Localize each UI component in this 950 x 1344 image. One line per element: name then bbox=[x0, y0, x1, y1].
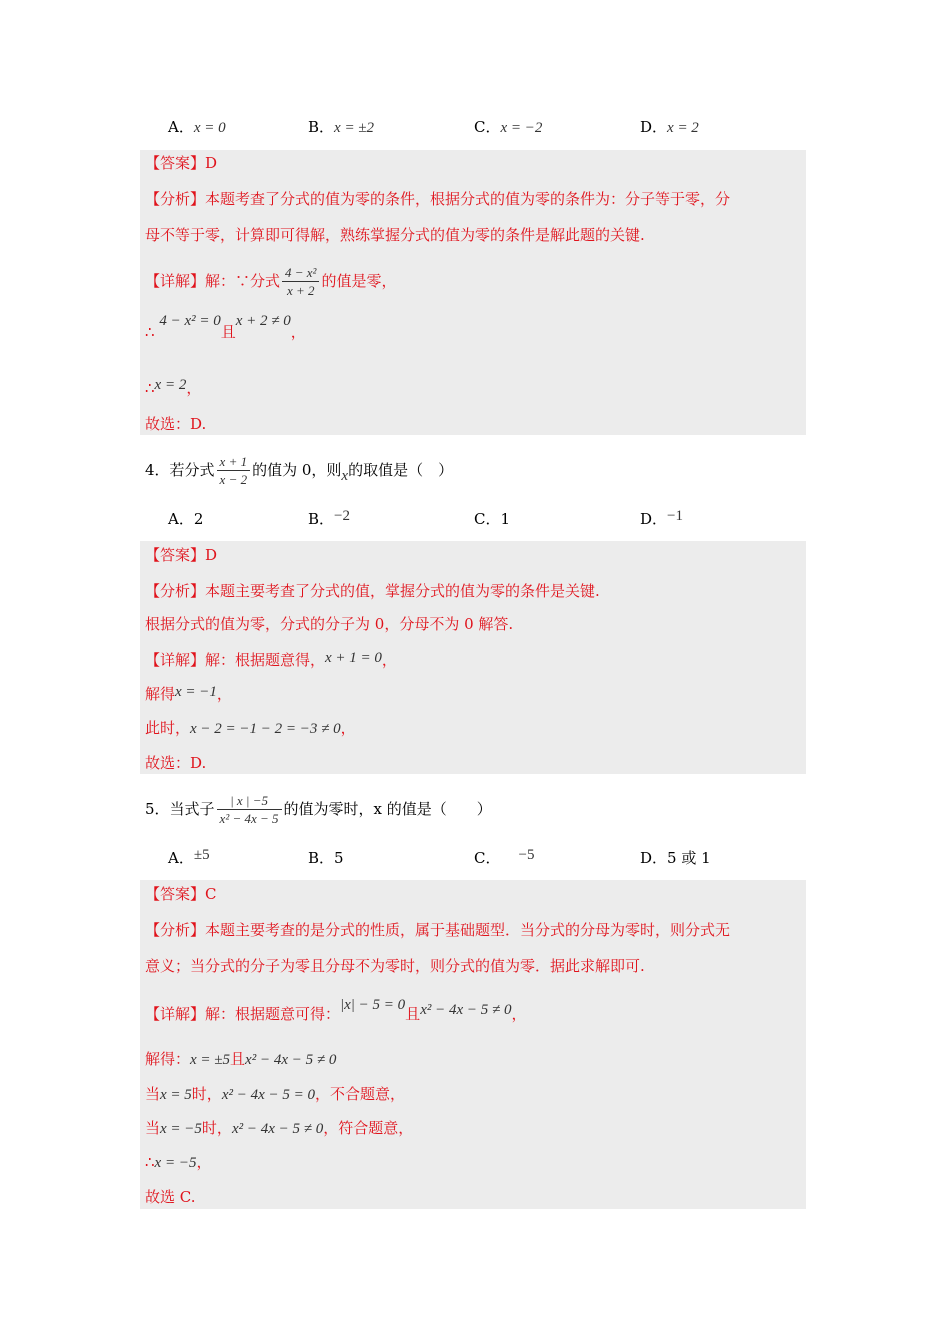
punct: ， bbox=[290, 323, 306, 341]
option-letter: A． bbox=[168, 118, 194, 136]
step-math: x = −1 bbox=[175, 684, 217, 700]
q3-step-1 bbox=[145, 313, 306, 343]
option-letter: A． bbox=[168, 849, 194, 867]
option-math: ±5 bbox=[193, 847, 210, 863]
q5-option-c bbox=[474, 848, 534, 869]
detail-suffix: 的值是零， bbox=[321, 272, 397, 290]
fraction-denominator: x² − 4x − 5 bbox=[219, 810, 279, 826]
q3-option-d bbox=[640, 117, 699, 138]
option-math: 2 bbox=[193, 510, 204, 528]
option-letter: D． bbox=[640, 849, 668, 867]
stem-prefix: 5．当式子 bbox=[145, 800, 215, 818]
q4-choose: 故选：D. bbox=[145, 754, 207, 772]
step-math: x − 2 = −1 − 2 = −3 ≠ 0 bbox=[190, 721, 341, 737]
therefore-symbol: ∴ bbox=[145, 1153, 155, 1171]
q3-detail-line bbox=[145, 261, 396, 301]
fraction-denominator: x − 2 bbox=[219, 471, 248, 487]
fraction-numerator: | x | −5 bbox=[217, 792, 282, 810]
step-prefix: 解得： bbox=[145, 1050, 191, 1068]
step-mid: 时， bbox=[201, 1119, 232, 1137]
q5-option-b bbox=[308, 848, 344, 868]
detail-prefix: 【详解】解：根据题意可得： bbox=[145, 1005, 341, 1023]
q5-stem-fraction bbox=[217, 792, 282, 827]
fraction-denominator: x + 2 bbox=[286, 282, 315, 298]
detail-math: x + 1 = 0 bbox=[325, 650, 382, 666]
detail-prefix: 【详解】解：∵分式 bbox=[145, 272, 281, 290]
punct: ， bbox=[511, 1005, 527, 1023]
option-math: x = 2 bbox=[667, 120, 699, 136]
q3-option-a bbox=[168, 117, 226, 138]
step-math: x² − 4x − 5 ≠ 0 bbox=[231, 1121, 324, 1137]
option-letter: B． bbox=[308, 118, 335, 136]
punct: ， bbox=[216, 685, 232, 703]
punct: ， bbox=[186, 379, 202, 397]
option-math: −1 bbox=[667, 508, 683, 524]
stem-variable: x bbox=[341, 468, 349, 484]
detail-math: x² − 4x − 5 ≠ 0 bbox=[420, 1002, 512, 1018]
and-word: 且 bbox=[405, 1005, 421, 1023]
option-math: −5 bbox=[518, 847, 535, 863]
q5-step-1 bbox=[145, 1049, 336, 1070]
option-math: 5 或 1 bbox=[667, 849, 711, 867]
q4-stem bbox=[145, 450, 453, 490]
step-prefix: 当 bbox=[145, 1085, 161, 1103]
step-math: x² − 4x − 5 ≠ 0 bbox=[245, 1052, 337, 1068]
q4-analysis-line-1: 【分析】本题主要考查了分式的值，掌握分式的值为零的条件是关键. bbox=[145, 582, 600, 600]
q4-option-b bbox=[308, 509, 350, 530]
option-math: x = ±2 bbox=[334, 120, 375, 136]
step-prefix: 当 bbox=[145, 1119, 161, 1137]
q3-option-b bbox=[308, 117, 374, 138]
stem-suffix: 的取值是（ ） bbox=[348, 461, 454, 479]
and-word: 且 bbox=[220, 323, 236, 341]
q5-analysis-line-2: 意义；当分式的分子为零且分母不为零时，则分式的值为零．据此求解即可. bbox=[145, 957, 645, 975]
punct: ， bbox=[381, 651, 397, 669]
stem-suffix: 的值为零时，x 的值是（ ） bbox=[283, 800, 492, 818]
step-math: x = ±5 bbox=[190, 1052, 231, 1068]
q5-option-d bbox=[640, 848, 711, 868]
q3-choose: 故选：D. bbox=[145, 415, 207, 433]
option-letter: D． bbox=[640, 118, 668, 136]
q3-detail-fraction bbox=[282, 264, 319, 299]
punct: ， bbox=[196, 1153, 212, 1171]
stem-mid: 的值为 0，则 bbox=[252, 461, 342, 479]
option-letter: D． bbox=[640, 510, 668, 528]
option-letter: A． bbox=[168, 510, 194, 528]
q4-analysis-line-2: 根据分式的值为零，分式的分子为 0，分母不为 0 解答. bbox=[145, 615, 514, 633]
step-math: x = −5 bbox=[160, 1121, 202, 1137]
option-letter: C． bbox=[474, 510, 501, 528]
q3-step-2 bbox=[145, 378, 201, 399]
fraction-numerator: 4 − x² bbox=[282, 264, 319, 282]
detail-math: |x| − 5 = 0 bbox=[340, 997, 406, 1013]
q4-option-d bbox=[640, 509, 683, 530]
q4-step-2 bbox=[145, 718, 356, 739]
option-math: 1 bbox=[500, 510, 511, 528]
fraction-numerator: x + 1 bbox=[217, 453, 251, 471]
q4-detail bbox=[145, 650, 397, 671]
step-end: ，不合题意， bbox=[315, 1085, 406, 1103]
step-prefix: 解得 bbox=[145, 685, 176, 703]
stem-prefix: 4．若分式 bbox=[145, 461, 215, 479]
q4-stem-fraction bbox=[217, 453, 251, 488]
and-word: 且 bbox=[230, 1050, 246, 1068]
option-math: −2 bbox=[334, 508, 350, 524]
q5-stem bbox=[145, 788, 492, 830]
q5-detail bbox=[145, 997, 527, 1025]
option-letter: C． bbox=[474, 849, 501, 867]
option-letter: B． bbox=[308, 849, 335, 867]
q5-option-a bbox=[168, 848, 210, 869]
option-letter: C． bbox=[474, 118, 501, 136]
step-math: x = 2 bbox=[154, 377, 187, 393]
step-math: x² − 4x − 5 = 0 bbox=[221, 1087, 315, 1103]
q5-answer: 【答案】C bbox=[145, 885, 217, 903]
q3-option-c bbox=[474, 117, 542, 138]
detail-prefix: 【详解】解：根据题意得， bbox=[145, 651, 326, 669]
step-prefix: 此时， bbox=[145, 719, 191, 737]
step-math: x = −5 bbox=[154, 1155, 197, 1171]
q5-step-3 bbox=[145, 1118, 413, 1139]
option-math: x = 0 bbox=[193, 120, 226, 136]
q4-option-c bbox=[474, 509, 510, 529]
q4-option-a bbox=[168, 509, 203, 529]
step-mid: 时， bbox=[191, 1085, 222, 1103]
step-end: ，符合题意， bbox=[323, 1119, 414, 1137]
q4-answer: 【答案】D bbox=[145, 546, 218, 564]
q3-analysis-line-2: 母不等于零，计算即可得解，熟练掌握分式的值为零的条件是解此题的关键. bbox=[145, 226, 645, 244]
q5-analysis-line-1: 【分析】本题主要考查的是分式的性质，属于基础题型．当分式的分母为零时，则分式无 bbox=[145, 921, 731, 939]
therefore-symbol: ∴ bbox=[145, 379, 155, 397]
q3-analysis-line-1: 【分析】本题考查了分式的值为零的条件，根据分式的值为零的条件为：分子等于零，分 bbox=[145, 190, 731, 208]
step-math: x = 5 bbox=[160, 1087, 192, 1103]
q5-choose: 故选 C. bbox=[145, 1188, 196, 1206]
therefore-symbol: ∴ bbox=[145, 323, 155, 341]
q5-step-2 bbox=[145, 1084, 405, 1105]
option-math: x = −2 bbox=[500, 120, 543, 136]
q5-step-4 bbox=[145, 1152, 211, 1173]
option-math: 5 bbox=[334, 849, 344, 867]
step-math: 4 − x² = 0 bbox=[159, 313, 221, 329]
option-letter: B． bbox=[308, 510, 335, 528]
q3-answer: 【答案】D bbox=[145, 154, 218, 172]
step-math: x + 2 ≠ 0 bbox=[235, 313, 291, 329]
punct: ， bbox=[340, 719, 356, 737]
q4-step-1 bbox=[145, 684, 232, 705]
